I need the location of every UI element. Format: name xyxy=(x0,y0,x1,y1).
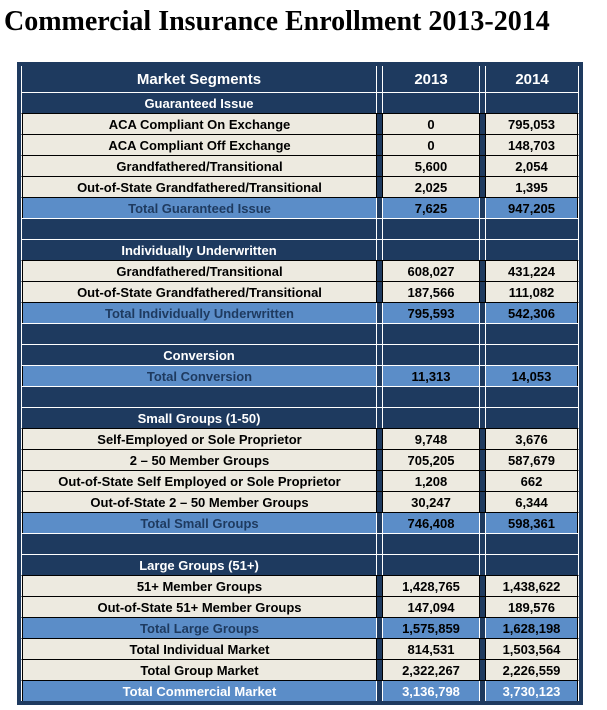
value-2014-cell: 148,703 xyxy=(486,135,578,155)
column-divider xyxy=(479,513,486,533)
enrollment-table xyxy=(17,62,583,705)
value-2013-cell xyxy=(383,345,479,365)
table-header-row xyxy=(21,66,579,92)
data-row xyxy=(21,470,579,491)
row-label-cell: Out-of-State 51+ Member Groups xyxy=(22,597,376,617)
total-row xyxy=(21,617,579,638)
value-2013-cell: 795,593 xyxy=(383,303,479,323)
column-divider xyxy=(479,639,486,659)
value-2014-cell: 947,205 xyxy=(486,198,578,218)
value-2014-cell: 431,224 xyxy=(486,261,578,281)
column-divider xyxy=(479,282,486,302)
column-divider xyxy=(479,93,486,113)
column-divider xyxy=(376,681,383,701)
value-2014-cell: 1,628,198 xyxy=(486,618,578,638)
data-row xyxy=(21,449,579,470)
column-divider xyxy=(479,534,486,554)
value-2014-cell: 1,395 xyxy=(486,177,578,197)
column-divider xyxy=(376,366,383,386)
column-divider xyxy=(479,177,486,197)
column-divider xyxy=(376,93,383,113)
value-2014-cell: 795,053 xyxy=(486,114,578,134)
column-divider xyxy=(376,345,383,365)
column-divider xyxy=(376,240,383,260)
section-title-cell: Conversion xyxy=(22,345,376,365)
row-label-cell: Out-of-State 2 – 50 Member Groups xyxy=(22,492,376,512)
data-row xyxy=(21,596,579,617)
value-2014-cell xyxy=(486,324,578,344)
column-divider xyxy=(479,345,486,365)
column-divider xyxy=(376,471,383,491)
row-label-cell: Total Guaranteed Issue xyxy=(22,198,376,218)
column-divider xyxy=(479,261,486,281)
value-2014-cell: 587,679 xyxy=(486,450,578,470)
value-2013-cell: 9,748 xyxy=(383,429,479,449)
row-label-cell: Total Commercial Market xyxy=(22,681,376,701)
value-2014-cell: 542,306 xyxy=(486,303,578,323)
column-header-2014: 2014 xyxy=(486,66,578,92)
value-2013-cell: 1,428,765 xyxy=(383,576,479,596)
column-divider xyxy=(479,198,486,218)
value-2014-cell xyxy=(486,555,578,575)
data-row xyxy=(21,428,579,449)
column-divider xyxy=(479,618,486,638)
column-divider xyxy=(376,618,383,638)
column-divider xyxy=(376,303,383,323)
row-label-cell: Out-of-State Grandfathered/Transitional xyxy=(22,177,376,197)
value-2013-cell: 705,205 xyxy=(383,450,479,470)
row-label-cell: Total Large Groups xyxy=(22,618,376,638)
row-label-cell: Total Conversion xyxy=(22,366,376,386)
data-row xyxy=(21,155,579,176)
column-divider xyxy=(479,555,486,575)
value-2014-cell xyxy=(486,345,578,365)
section-title-cell: Guaranteed Issue xyxy=(22,93,376,113)
value-2014-cell: 3,676 xyxy=(486,429,578,449)
spacer-row xyxy=(21,533,579,554)
page-title: Commercial Insurance Enrollment 2013-2014 xyxy=(4,6,550,37)
value-2014-cell: 1,438,622 xyxy=(486,576,578,596)
value-2013-cell xyxy=(383,240,479,260)
value-2013-cell xyxy=(383,408,479,428)
column-divider xyxy=(376,513,383,533)
value-2013-cell: 11,313 xyxy=(383,366,479,386)
total-row xyxy=(21,302,579,323)
column-divider xyxy=(376,639,383,659)
column-divider xyxy=(479,240,486,260)
value-2013-cell xyxy=(383,534,479,554)
value-2014-cell: 598,361 xyxy=(486,513,578,533)
value-2013-cell: 147,094 xyxy=(383,597,479,617)
grand-total-row xyxy=(21,680,579,701)
value-2013-cell: 5,600 xyxy=(383,156,479,176)
value-2014-cell: 6,344 xyxy=(486,492,578,512)
column-divider xyxy=(376,135,383,155)
column-divider xyxy=(479,492,486,512)
column-divider xyxy=(376,177,383,197)
column-divider xyxy=(376,261,383,281)
column-divider xyxy=(376,114,383,134)
column-divider xyxy=(376,534,383,554)
column-divider xyxy=(479,660,486,680)
data-row xyxy=(21,575,579,596)
value-2014-cell: 1,503,564 xyxy=(486,639,578,659)
row-label-cell: Self-Employed or Sole Proprietor xyxy=(22,429,376,449)
column-divider xyxy=(479,471,486,491)
value-2014-cell: 14,053 xyxy=(486,366,578,386)
spacer-row xyxy=(21,323,579,344)
value-2013-cell: 814,531 xyxy=(383,639,479,659)
value-2014-cell xyxy=(486,387,578,407)
value-2014-cell xyxy=(486,240,578,260)
column-divider xyxy=(376,282,383,302)
value-2014-cell xyxy=(486,408,578,428)
data-row xyxy=(21,281,579,302)
row-label-cell: Total Small Groups xyxy=(22,513,376,533)
column-divider xyxy=(376,576,383,596)
row-label-cell: Grandfathered/Transitional xyxy=(22,156,376,176)
row-label-cell xyxy=(22,387,376,407)
column-divider xyxy=(376,324,383,344)
data-row xyxy=(21,260,579,281)
column-divider xyxy=(479,681,486,701)
value-2014-cell: 662 xyxy=(486,471,578,491)
value-2014-cell: 2,054 xyxy=(486,156,578,176)
column-divider xyxy=(376,597,383,617)
section-title-cell: Small Groups (1-50) xyxy=(22,408,376,428)
value-2014-cell xyxy=(486,534,578,554)
value-2014-cell: 189,576 xyxy=(486,597,578,617)
section-header-row xyxy=(21,344,579,365)
column-divider xyxy=(479,219,486,239)
data-row xyxy=(21,113,579,134)
value-2013-cell xyxy=(383,93,479,113)
column-divider xyxy=(376,156,383,176)
row-label-cell: 51+ Member Groups xyxy=(22,576,376,596)
value-2013-cell: 7,625 xyxy=(383,198,479,218)
column-divider xyxy=(479,303,486,323)
row-label-cell: Total Individually Underwritten xyxy=(22,303,376,323)
column-divider xyxy=(479,366,486,386)
section-title-cell: Large Groups (51+) xyxy=(22,555,376,575)
row-label-cell: Total Group Market xyxy=(22,660,376,680)
column-divider xyxy=(376,555,383,575)
column-divider xyxy=(479,66,486,92)
row-label-cell: Out-of-State Self Employed or Sole Proprietor xyxy=(22,471,376,491)
column-divider xyxy=(376,450,383,470)
section-header-row xyxy=(21,554,579,575)
spacer-row xyxy=(21,218,579,239)
data-row xyxy=(21,176,579,197)
value-2014-cell xyxy=(486,93,578,113)
row-label-cell: Out-of-State Grandfathered/Transitional xyxy=(22,282,376,302)
section-title-cell: Individually Underwritten xyxy=(22,240,376,260)
row-label-cell: Grandfathered/Transitional xyxy=(22,261,376,281)
value-2013-cell: 3,136,798 xyxy=(383,681,479,701)
row-label-cell xyxy=(22,534,376,554)
row-label-cell: ACA Compliant Off Exchange xyxy=(22,135,376,155)
column-divider xyxy=(479,387,486,407)
value-2014-cell: 3,730,123 xyxy=(486,681,578,701)
total-row xyxy=(21,365,579,386)
row-label-cell xyxy=(22,324,376,344)
column-divider xyxy=(376,408,383,428)
total-row xyxy=(21,512,579,533)
value-2013-cell: 0 xyxy=(383,114,479,134)
value-2013-cell: 2,025 xyxy=(383,177,479,197)
column-divider xyxy=(479,597,486,617)
column-header-market-segments: Market Segments xyxy=(22,66,376,92)
data-row xyxy=(21,134,579,155)
column-header-2013: 2013 xyxy=(383,66,479,92)
value-2013-cell: 1,208 xyxy=(383,471,479,491)
spacer-row xyxy=(21,386,579,407)
column-divider xyxy=(479,324,486,344)
section-header-row xyxy=(21,92,579,113)
value-2013-cell xyxy=(383,555,479,575)
column-divider xyxy=(376,219,383,239)
row-label-cell: Total Individual Market xyxy=(22,639,376,659)
value-2014-cell xyxy=(486,219,578,239)
column-divider xyxy=(376,492,383,512)
row-label-cell xyxy=(22,219,376,239)
row-label-cell: ACA Compliant On Exchange xyxy=(22,114,376,134)
value-2013-cell: 608,027 xyxy=(383,261,479,281)
data-row xyxy=(21,638,579,659)
section-header-row xyxy=(21,239,579,260)
column-divider xyxy=(479,408,486,428)
total-row xyxy=(21,197,579,218)
column-divider xyxy=(376,387,383,407)
data-row xyxy=(21,659,579,680)
value-2013-cell xyxy=(383,387,479,407)
value-2013-cell: 1,575,859 xyxy=(383,618,479,638)
value-2014-cell: 2,226,559 xyxy=(486,660,578,680)
column-divider xyxy=(479,429,486,449)
column-divider xyxy=(376,429,383,449)
column-divider xyxy=(479,156,486,176)
value-2013-cell: 30,247 xyxy=(383,492,479,512)
value-2013-cell: 187,566 xyxy=(383,282,479,302)
column-divider xyxy=(376,198,383,218)
column-divider xyxy=(376,66,383,92)
value-2014-cell: 111,082 xyxy=(486,282,578,302)
column-divider xyxy=(479,135,486,155)
value-2013-cell xyxy=(383,324,479,344)
column-divider xyxy=(479,114,486,134)
section-header-row xyxy=(21,407,579,428)
value-2013-cell: 0 xyxy=(383,135,479,155)
value-2013-cell xyxy=(383,219,479,239)
column-divider xyxy=(376,660,383,680)
column-divider xyxy=(479,450,486,470)
column-divider xyxy=(479,576,486,596)
row-label-cell: 2 – 50 Member Groups xyxy=(22,450,376,470)
value-2013-cell: 746,408 xyxy=(383,513,479,533)
value-2013-cell: 2,322,267 xyxy=(383,660,479,680)
data-row xyxy=(21,491,579,512)
